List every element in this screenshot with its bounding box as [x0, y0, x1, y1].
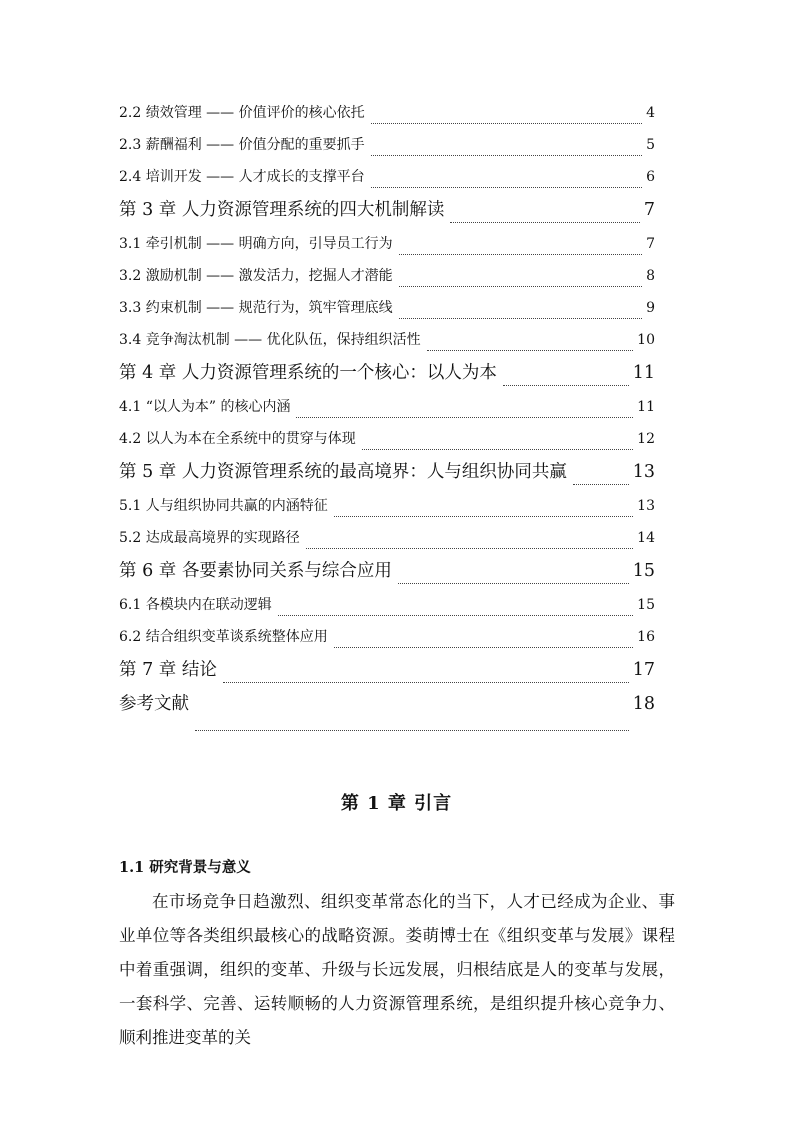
toc-page-number: 16 — [637, 629, 655, 645]
body-paragraph: 在市场竞争日趋激烈、组织变革常态化的当下，人才已经成为企业、事业单位等各类组织最核心的战略资源。娄萌博士在《组织变革与发展》课程中着重强调，组织的变革、升级与长远发展，归根结底是人的变革与发展，一套科学、完善、运转顺畅的人力资源管理系统，是组织提升核心竞争力、顺利推进变革的关 — [119, 892, 675, 1047]
toc-entry-title: 6.1 各模块内在联动逻辑 — [119, 597, 272, 613]
toc-entry[interactable] — [119, 589, 655, 621]
toc-page-number: 10 — [637, 332, 655, 348]
toc-entry[interactable] — [119, 522, 655, 554]
toc-page-number: 15 — [637, 597, 655, 613]
toc-leader-dots — [334, 515, 633, 517]
toc-entry-title: 第 4 章 人力资源管理系统的一个核心：以人为本 — [119, 363, 497, 383]
table-of-contents — [119, 97, 655, 736]
toc-page-number: 15 — [632, 561, 655, 581]
toc-leader-dots — [296, 416, 633, 418]
toc-entry[interactable] — [119, 161, 655, 193]
toc-chapter-entry[interactable] — [119, 356, 655, 391]
chapter-heading: 第 1 章 引言 — [340, 793, 453, 814]
toc-page-number: 7 — [643, 200, 655, 220]
toc-entry[interactable] — [119, 621, 655, 653]
toc-leader-dots — [223, 681, 629, 683]
toc-chapter-entry[interactable] — [119, 554, 655, 589]
toc-entry[interactable] — [119, 423, 655, 455]
toc-leader-dots — [371, 186, 642, 188]
toc-entry-title: 第 5 章 人力资源管理系统的最高境界：人与组织协同共赢 — [119, 462, 567, 482]
toc-entry-title: 2.3 薪酬福利 —— 价值分配的重要抓手 — [119, 137, 365, 153]
toc-chapter-entry[interactable] — [119, 193, 655, 228]
toc-references-entry[interactable] — [119, 688, 655, 736]
toc-leader-dots — [371, 122, 642, 124]
toc-page-number: 6 — [646, 169, 655, 185]
toc-leader-dots — [450, 221, 640, 223]
toc-entry-title: 3.1 牵引机制 —— 明确方向，引导员工行为 — [119, 236, 393, 252]
toc-entry-title: 4.2 以人为本在全系统中的贯穿与体现 — [119, 431, 356, 447]
toc-page-number: 9 — [646, 300, 655, 316]
toc-leader-dots — [399, 285, 642, 287]
toc-leader-dots — [503, 384, 629, 386]
toc-leader-dots — [371, 154, 642, 156]
toc-page-number: 7 — [646, 236, 655, 252]
toc-page-number: 5 — [646, 137, 655, 153]
toc-leader-dots — [427, 349, 634, 351]
toc-entry-title: 参考文献 — [119, 694, 189, 714]
toc-leader-dots — [195, 729, 629, 731]
toc-leader-dots — [278, 614, 633, 616]
toc-entry-title: 4.1 “以人为本” 的核心内涵 — [119, 399, 291, 415]
toc-entry-title: 2.4 培训开发 —— 人才成长的支撑平台 — [119, 169, 365, 185]
toc-entry[interactable] — [119, 324, 655, 356]
toc-chapter-entry[interactable] — [119, 653, 655, 688]
toc-entry[interactable] — [119, 292, 655, 324]
toc-entry-title: 6.2 结合组织变革谈系统整体应用 — [119, 629, 328, 645]
toc-entry-title: 5.2 达成最高境界的实现路径 — [119, 530, 300, 546]
toc-page-number: 11 — [637, 399, 655, 415]
toc-entry[interactable] — [119, 97, 655, 129]
toc-entry-title: 2.2 绩效管理 —— 价值评价的核心依托 — [119, 105, 365, 121]
toc-page-number: 13 — [632, 462, 655, 482]
toc-leader-dots — [573, 483, 629, 485]
toc-entry-title: 第 7 章 结论 — [119, 660, 217, 680]
toc-page-number: 18 — [632, 694, 655, 714]
toc-entry-title: 3.2 激励机制 —— 激发活力，挖掘人才潜能 — [119, 268, 393, 284]
toc-entry[interactable] — [119, 228, 655, 260]
toc-page-number: 4 — [646, 105, 655, 121]
section-heading: 1.1 研究背景与意义 — [119, 859, 251, 876]
toc-leader-dots — [362, 448, 633, 450]
toc-entry-title: 3.3 约束机制 —— 规范行为，筑牢管理底线 — [119, 300, 393, 316]
toc-leader-dots — [399, 317, 642, 319]
toc-page-number: 12 — [637, 431, 655, 447]
toc-entry-title: 5.1 人与组织协同共赢的内涵特征 — [119, 498, 328, 514]
toc-entry[interactable] — [119, 490, 655, 522]
toc-leader-dots — [398, 582, 629, 584]
toc-entry[interactable] — [119, 391, 655, 423]
toc-entry-title: 3.4 竞争淘汰机制 —— 优化队伍，保持组织活性 — [119, 332, 421, 348]
toc-entry[interactable] — [119, 260, 655, 292]
toc-chapter-entry[interactable] — [119, 455, 655, 490]
toc-entry-title: 第 6 章 各要素协同关系与综合应用 — [119, 561, 392, 581]
toc-leader-dots — [334, 646, 633, 648]
toc-page-number: 8 — [646, 268, 655, 284]
toc-entry[interactable] — [119, 129, 655, 161]
toc-page-number: 11 — [632, 363, 655, 383]
toc-entry-title: 第 3 章 人力资源管理系统的四大机制解读 — [119, 200, 445, 220]
toc-page-number: 14 — [637, 530, 655, 546]
toc-page-number: 13 — [637, 498, 655, 514]
toc-leader-dots — [306, 547, 633, 549]
toc-leader-dots — [399, 253, 642, 255]
toc-page-number: 17 — [632, 660, 655, 680]
